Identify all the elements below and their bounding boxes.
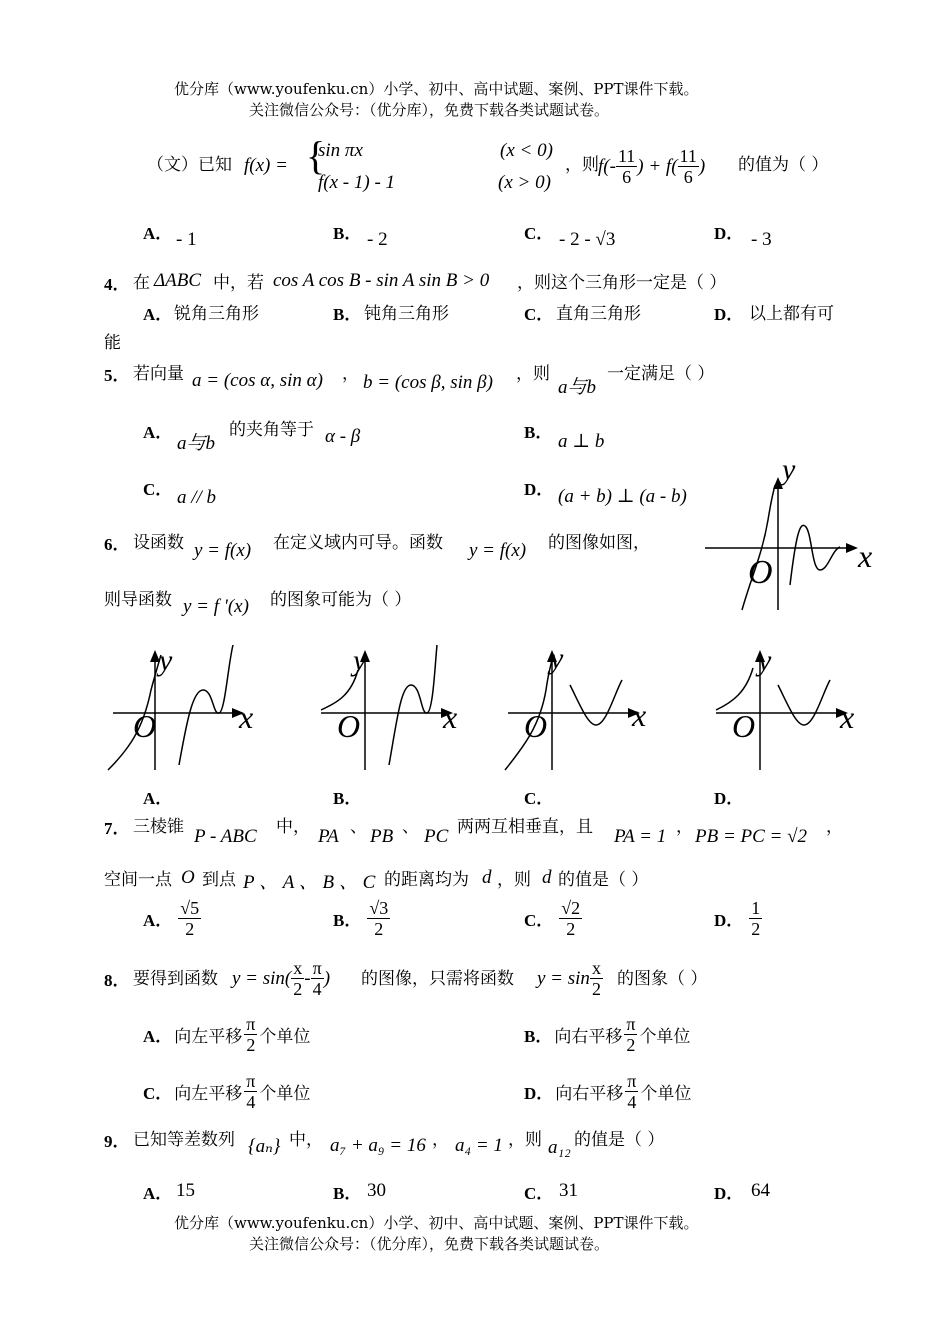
q3-expression bbox=[598, 146, 705, 187]
q6-option-c-label: C． bbox=[524, 789, 554, 808]
q5-vector-b: b = (cos β, sin β) bbox=[363, 372, 493, 393]
q7-c-num: √2 bbox=[561, 898, 581, 918]
q6-graph-a bbox=[103, 640, 273, 775]
q5-option-a: a与b bbox=[177, 433, 216, 454]
q8-text-2: 的图像，只需将函数 bbox=[361, 969, 514, 989]
q8-option-b bbox=[524, 1014, 690, 1055]
q8-option-a bbox=[143, 1014, 310, 1055]
q6-graph-d bbox=[708, 640, 878, 775]
q7-cond-1: PA = 1 bbox=[614, 826, 667, 847]
q6-f2: y = f(x) bbox=[469, 540, 527, 561]
q8-option-c-post: 个单位 bbox=[259, 1084, 311, 1104]
q6-line2-b: 的图象可能为（ ） bbox=[270, 590, 412, 610]
q7-a-num: √5 bbox=[180, 898, 200, 918]
q7-option-c-label: C． bbox=[524, 911, 554, 930]
q9-comma: ， bbox=[432, 1130, 449, 1150]
q9-text-2: 中， bbox=[289, 1130, 323, 1150]
q8-option-d-pre: 向右平移 bbox=[555, 1084, 624, 1104]
q7-d-den: 2 bbox=[751, 919, 761, 939]
footer-line-1: 优分库（www.youfenku.cn）小学、初中、高中试题、案例、PPT课件下载。 bbox=[174, 1214, 699, 1232]
q8-f1-frac2-num: π bbox=[312, 958, 322, 978]
q3-then: ，则 bbox=[565, 155, 599, 175]
q8-b-num: π bbox=[626, 1014, 636, 1034]
q6-graph-c bbox=[500, 640, 670, 775]
q8-option-d-frac bbox=[625, 1071, 638, 1112]
q7-option-b-frac bbox=[367, 898, 390, 939]
curve bbox=[179, 645, 233, 765]
curve bbox=[389, 645, 437, 765]
curve bbox=[716, 668, 753, 710]
q6-text-2: 在定义域内可导。函数 bbox=[273, 533, 443, 553]
q3-option-a: - 1 bbox=[176, 229, 197, 250]
q3-case2: f(x - 1) - 1 bbox=[318, 172, 396, 193]
y-label: y bbox=[353, 644, 367, 677]
y-label: y bbox=[782, 455, 796, 486]
q7-option-a-frac bbox=[178, 898, 201, 939]
q6-text-1: 设函数 bbox=[133, 533, 184, 553]
q7-line2-c: 的距离均为 bbox=[384, 870, 469, 890]
q7-o: O bbox=[181, 867, 195, 888]
q8-option-d-post: 个单位 bbox=[640, 1084, 692, 1104]
q9-cond-1: a₇ + a₉ = 16 bbox=[330, 1135, 426, 1156]
q5-text-2: ，则 bbox=[516, 364, 550, 384]
q7-points: P 、 A 、 B 、 C bbox=[243, 872, 376, 893]
q4-wrap: 能 bbox=[104, 333, 121, 353]
q7-d-2: d bbox=[542, 867, 552, 888]
q3-option-c: - 2 - √3 bbox=[559, 229, 616, 250]
q7-text-3: 两两互相垂直，且 bbox=[457, 817, 593, 837]
q6-f1: y = f(x) bbox=[194, 540, 252, 561]
q8-c-num: π bbox=[246, 1071, 256, 1091]
q4-text-2: 中，若 bbox=[213, 273, 264, 293]
q3-prefix: （文）已知 bbox=[147, 155, 232, 175]
q4-option-c: 直角三角形 bbox=[556, 304, 641, 324]
x-label: x bbox=[632, 697, 647, 733]
q7-d-num: 1 bbox=[751, 898, 761, 918]
q3-option-c-label: C． bbox=[524, 224, 554, 243]
q8-text-1: 要得到函数 bbox=[133, 969, 218, 989]
q8-f2-a: y = sin bbox=[537, 967, 590, 989]
q6-option-b-label: B． bbox=[333, 789, 362, 808]
q8-a-den: 2 bbox=[246, 1035, 256, 1055]
q5-option-b: a ⊥ b bbox=[558, 431, 605, 452]
q3-option-d: - 3 bbox=[751, 229, 772, 250]
q3-brace: { bbox=[306, 133, 326, 178]
q9-option-a-label: A． bbox=[143, 1184, 173, 1203]
origin-label: O bbox=[337, 708, 361, 744]
q3-expr-c: ) bbox=[698, 155, 706, 177]
q6-graph-b bbox=[313, 640, 483, 775]
q9-text-3: ，则 bbox=[508, 1130, 542, 1150]
q7-line2-e: 的值是（ ） bbox=[558, 870, 649, 890]
q8-text-3: 的图象（ ） bbox=[617, 969, 708, 989]
header-line-2: 关注微信公众号：（优分库），免费下载各类试题试卷。 bbox=[249, 101, 610, 119]
q7-option-a bbox=[143, 898, 201, 939]
q7-comma: ， bbox=[676, 817, 693, 837]
q3-frac1-num: 11 bbox=[617, 146, 636, 166]
q5-vector-a: a = (cos α, sin α) bbox=[192, 370, 323, 391]
q8-option-c-label: C． bbox=[143, 1084, 173, 1103]
q4-condition: cos A cos B - sin A sin B > 0 bbox=[273, 270, 490, 291]
q8-f1-frac2-den: 4 bbox=[312, 979, 322, 999]
q8-d-den: 4 bbox=[627, 1092, 637, 1112]
q7-pyramid: P - ABC bbox=[194, 826, 257, 847]
q6-text-3: 的图像如图， bbox=[548, 533, 650, 553]
q7-number: 7． bbox=[104, 819, 130, 838]
q5-option-d-label: D． bbox=[524, 480, 554, 499]
q8-f1-frac-2 bbox=[311, 958, 324, 999]
x-label: x bbox=[443, 699, 458, 735]
q4-option-c-label: C． bbox=[524, 305, 554, 324]
q3-frac1-den: 6 bbox=[622, 167, 632, 187]
q7-dun-2: 、 bbox=[402, 817, 419, 837]
q4-option-d: 以上都有可 bbox=[749, 304, 834, 324]
q7-c-den: 2 bbox=[566, 919, 576, 939]
q8-a-num: π bbox=[246, 1014, 256, 1034]
q8-option-c-frac bbox=[244, 1071, 257, 1112]
x-label: x bbox=[840, 699, 855, 735]
y-label: y bbox=[159, 644, 173, 677]
q7-text-1: 三棱锥 bbox=[133, 817, 184, 837]
q4-option-a: 锐角三角形 bbox=[174, 304, 259, 324]
q4-number: 4． bbox=[104, 275, 130, 294]
q8-option-a-pre: 向左平移 bbox=[174, 1027, 243, 1047]
q8-option-b-post: 个单位 bbox=[639, 1027, 691, 1047]
q9-option-d: 64 bbox=[751, 1180, 770, 1201]
q7-option-a-label: A． bbox=[143, 911, 173, 930]
q4-option-d-label: D． bbox=[714, 305, 744, 324]
q8-f1-a: y = sin( bbox=[232, 967, 292, 989]
q9-option-c: 31 bbox=[559, 1180, 578, 1201]
q8-f1-mid: - bbox=[304, 967, 311, 989]
q4-option-b-label: B． bbox=[333, 305, 362, 324]
q7-a-den: 2 bbox=[185, 919, 195, 939]
q8-option-b-label: B． bbox=[524, 1027, 553, 1046]
q6-option-a-label: A． bbox=[143, 789, 173, 808]
q9-text-1: 已知等差数列 bbox=[133, 1130, 235, 1150]
q5-option-a-extra: 的夹角等于 bbox=[229, 420, 314, 440]
q9-sequence: {aₙ} bbox=[248, 1136, 281, 1157]
q7-cond-2: PB = PC = √2 bbox=[695, 826, 808, 847]
origin-label: O bbox=[748, 554, 773, 591]
q7-option-d-frac bbox=[749, 898, 762, 939]
q7-option-b-label: B． bbox=[333, 911, 362, 930]
q3-case2-cond: (x > 0) bbox=[498, 172, 551, 193]
q8-f2-frac bbox=[590, 958, 603, 999]
q8-option-b-frac bbox=[624, 1014, 637, 1055]
q5-option-b-label: B． bbox=[524, 423, 553, 442]
q8-option-a-post: 个单位 bbox=[259, 1027, 311, 1047]
q3-option-d-label: D． bbox=[714, 224, 744, 243]
q7-line2-a: 空间一点 bbox=[104, 870, 172, 890]
q3-option-b: - 2 bbox=[367, 229, 388, 250]
q7-option-d-label: D． bbox=[714, 911, 744, 930]
q5-ab: a与b bbox=[558, 377, 597, 398]
q3-fx: f(x) = bbox=[244, 155, 288, 176]
q8-f1-frac-1 bbox=[291, 958, 304, 999]
q7-option-d bbox=[714, 898, 762, 939]
q9-option-b: 30 bbox=[367, 1180, 386, 1201]
x-label: x bbox=[239, 699, 254, 735]
q6-f3: y = f '(x) bbox=[183, 596, 249, 617]
curve bbox=[570, 680, 622, 725]
q8-option-a-frac bbox=[244, 1014, 257, 1055]
q4-option-b: 钝角三角形 bbox=[364, 304, 449, 324]
x-label: x bbox=[858, 538, 873, 574]
q7-dun-1: 、 bbox=[350, 817, 367, 837]
q8-f2 bbox=[537, 958, 603, 999]
q8-d-num: π bbox=[627, 1071, 637, 1091]
q6-number: 6． bbox=[104, 535, 130, 554]
q8-option-b-pre: 向右平移 bbox=[554, 1027, 623, 1047]
q7-pc: PC bbox=[424, 826, 449, 847]
q3-expr-a: f(- bbox=[598, 155, 616, 177]
q7-option-b bbox=[333, 898, 390, 939]
q5-option-a-expr: α - β bbox=[325, 426, 361, 447]
q3-expr-b: ) + f( bbox=[637, 155, 678, 177]
y-label: y bbox=[758, 644, 772, 677]
q4-text-1: 在 bbox=[133, 273, 150, 293]
header-line-1: 优分库（www.youfenku.cn）小学、初中、高中试题、案例、PPT课件下载。 bbox=[174, 80, 699, 98]
q7-option-c-frac bbox=[559, 898, 582, 939]
q5-option-c: a // b bbox=[177, 487, 217, 508]
q6-main-graph bbox=[700, 455, 890, 615]
q5-option-a-label: A． bbox=[143, 423, 173, 442]
q3-frac2-num: 11 bbox=[679, 146, 697, 166]
q5-text-1: 若向量 bbox=[133, 364, 184, 384]
q3-suffix: 的值为（ ） bbox=[738, 155, 829, 175]
q4-option-a-label: A． bbox=[143, 305, 173, 324]
q8-f1-end: ) bbox=[323, 967, 331, 989]
footer-line-2: 关注微信公众号：（优分库），免费下载各类试题试卷。 bbox=[249, 1235, 610, 1253]
q7-b-den: 2 bbox=[374, 919, 384, 939]
q3-frac-2 bbox=[678, 146, 699, 187]
q5-option-d: (a + b) ⊥ (a - b) bbox=[558, 486, 687, 507]
q7-line2-b: 到点 bbox=[202, 870, 236, 890]
q9-a12: a₁₂ bbox=[548, 1137, 571, 1158]
y-label: y bbox=[550, 642, 564, 675]
q9-option-c-label: C． bbox=[524, 1184, 554, 1203]
q7-comma-2: ， bbox=[826, 817, 843, 837]
q6-line2-a: 则导函数 bbox=[104, 590, 172, 610]
q3-option-b-label: B． bbox=[333, 224, 362, 243]
q9-text-4: 的值是（ ） bbox=[574, 1130, 665, 1150]
q8-f1-frac1-den: 2 bbox=[293, 979, 303, 999]
origin-label: O bbox=[524, 708, 548, 744]
q8-option-a-label: A． bbox=[143, 1027, 173, 1046]
q3-case1: sin πx bbox=[318, 140, 363, 161]
q8-f2-frac-num: x bbox=[591, 958, 601, 978]
q9-cond-2: a₄ = 1 bbox=[455, 1135, 503, 1156]
curve bbox=[778, 680, 830, 725]
q3-option-a-label: A． bbox=[143, 224, 173, 243]
q4-triangle: ΔABC bbox=[154, 270, 202, 291]
q7-line2-d: ，则 bbox=[497, 870, 531, 890]
q7-d: d bbox=[482, 867, 492, 888]
q8-c-den: 4 bbox=[246, 1092, 256, 1112]
q8-f2-frac-den: 2 bbox=[591, 979, 601, 999]
q5-option-c-label: C． bbox=[143, 480, 173, 499]
q8-b-den: 2 bbox=[626, 1035, 636, 1055]
q9-option-d-label: D． bbox=[714, 1184, 744, 1203]
q9-option-a: 15 bbox=[176, 1180, 195, 1201]
q5-sep: ， bbox=[342, 364, 359, 384]
q8-option-d-label: D． bbox=[524, 1084, 554, 1103]
q9-option-b-label: B． bbox=[333, 1184, 362, 1203]
q8-f1 bbox=[232, 958, 330, 999]
q8-number: 8． bbox=[104, 971, 130, 990]
q4-text-3: ，则这个三角形一定是（ ） bbox=[517, 273, 727, 293]
q7-pa: PA bbox=[318, 826, 339, 847]
q3-frac-1 bbox=[616, 146, 637, 187]
q5-number: 5． bbox=[104, 366, 130, 385]
origin-label: O bbox=[133, 708, 157, 744]
q3-case1-cond: (x < 0) bbox=[500, 140, 553, 161]
q8-option-c bbox=[143, 1071, 310, 1112]
x-axis-arrow bbox=[846, 543, 858, 553]
q5-text-3: 一定满足（ ） bbox=[607, 364, 715, 384]
q9-number: 9． bbox=[104, 1132, 130, 1151]
q7-b-num: √3 bbox=[369, 898, 389, 918]
q7-text-2: 中， bbox=[276, 817, 310, 837]
q8-option-c-pre: 向左平移 bbox=[174, 1084, 243, 1104]
q7-pb: PB bbox=[370, 826, 394, 847]
q6-option-d-label: D． bbox=[714, 789, 744, 808]
q3-frac2-den: 6 bbox=[683, 167, 693, 187]
curve bbox=[790, 525, 840, 585]
q8-f1-frac1-num: x bbox=[293, 958, 303, 978]
q7-option-c bbox=[524, 898, 582, 939]
origin-label: O bbox=[732, 708, 756, 744]
q8-option-d bbox=[524, 1071, 691, 1112]
